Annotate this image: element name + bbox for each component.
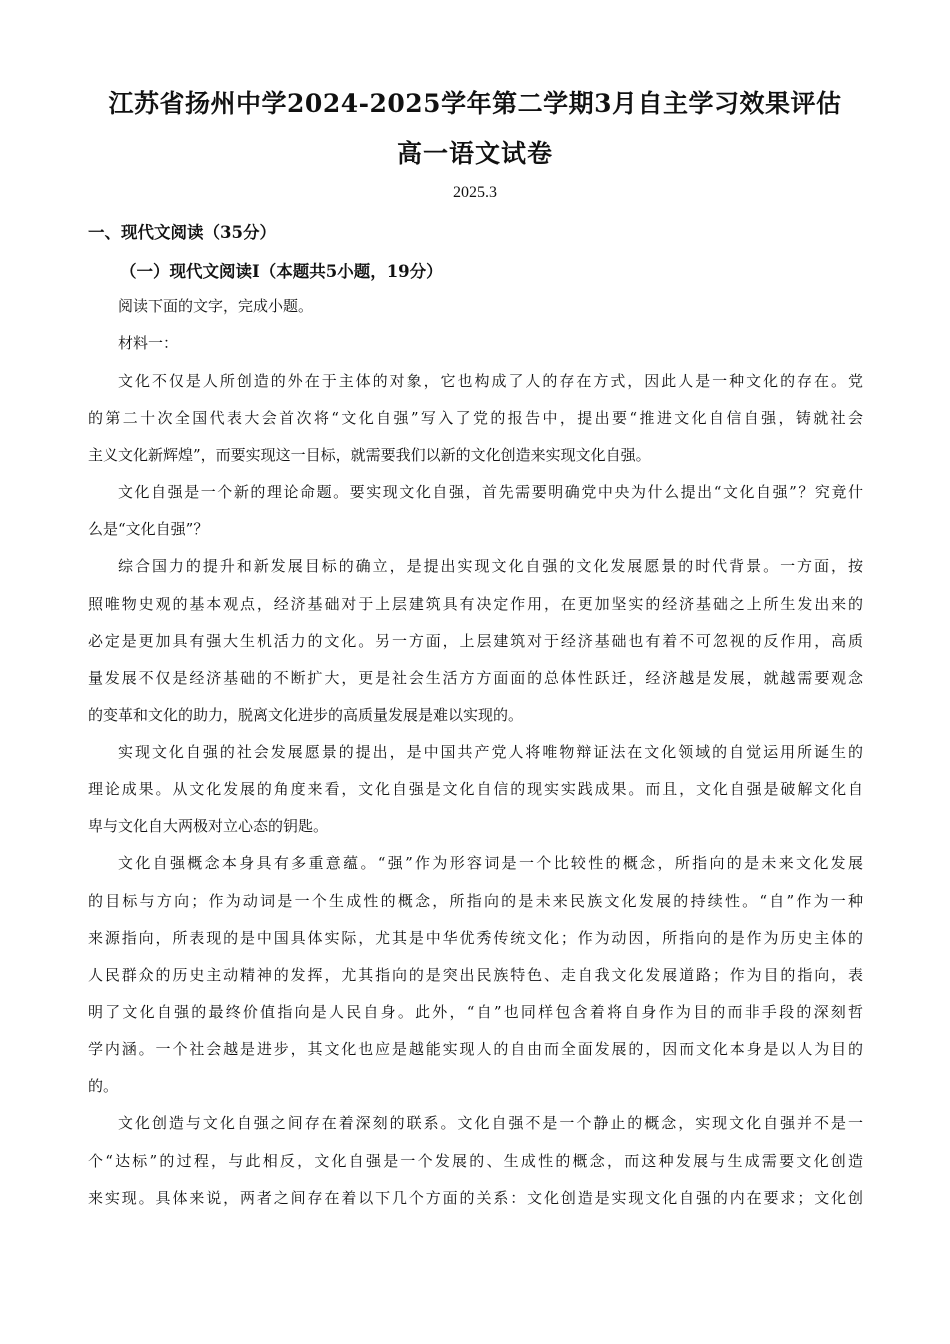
body-line: 照唯物史观的基本观点，经济基础对于上层建筑具有决定作用，在更加坚实的经济基础之上所生发出来的 [88,595,863,613]
exam-subtitle: 高一语文试卷 [396,139,553,168]
section-heading: 一、现代文阅读（35分） [88,223,276,242]
body-line: 明了文化自强的最终价值指向是人民自身。此外，“自”也同样包含着将自身作为目的而非手段的深刻哲 [88,1003,863,1021]
body-line: 量发展不仅是经济基础的不断扩大，更是社会生活方方面面的总体性跃迁，经济越是发展，就越需要观念 [88,669,863,687]
body-line: 人民群众的历史主动精神的发挥，尤其指向的是突出民族特色、走自我文化发展道路；作为目的指向，表 [88,966,863,984]
body-line: 必定是更加具有强大生机活力的文化。另一方面，上层建筑对于经济基础也有着不可忽视的反作用，高质 [88,632,863,650]
body-line: 学内涵。一个社会越是进步，其文化也应是越能实现人的自由而全面发展的，因而文化本身是以人为目的 [88,1040,863,1058]
body-line: 来源指向，所表现的是中国具体实际，尤其是中华优秀传统文化；作为动因，所指向的是作为历史主体的 [88,929,863,947]
body-line: 的目标与方向；作为动词是一个生成性的概念，所指向的是未来民族文化发展的持续性。“自”作为一种 [88,892,863,910]
body-line: 来实现。具体来说，两者之间存在着以下几个方面的关系：文化创造是实现文化自强的内在要求；文化创 [88,1189,863,1207]
body-line: 的第二十次全国代表大会首次将“文化自强”写入了党的报告中，提出要“推进文化自信自强，铸就社会 [88,409,863,427]
exam-title: 江苏省扬州中学2024-2025学年第二学期3月自主学习效果评估 [108,89,842,118]
body-line: 的。 [88,1077,119,1095]
body-line: 么是“文化自强”？ [88,520,209,538]
body-line: 文化创造与文化自强之间存在着深刻的联系。文化自强不是一个静止的概念，实现文化自强并不是一 [118,1114,863,1132]
subsection-heading: （一）现代文阅读Ⅰ（本题共5小题，19分） [120,262,443,281]
material-label: 材料一： [118,334,179,352]
body-line: 文化自强是一个新的理论命题。要实现文化自强，首先需要明确党中央为什么提出“文化自强”？究竟什 [118,483,863,501]
body-line: 卑与文化自大两极对立心态的钥匙。 [88,817,329,835]
body-line: 理论成果。从文化发展的角度来看，文化自强是文化自信的现实实践成果。而且，文化自强是破解文化自 [88,780,863,798]
body-line: 主义文化新辉煌”，而要实现这一目标，就需要我们以新的文化创造来实现文化自强。 [88,446,651,464]
body-line: 文化自强概念本身具有多重意蕴。“强”作为形容词是一个比较性的概念，所指向的是未来文化发展 [118,854,863,872]
reading-instruction: 阅读下面的文字，完成小题。 [118,297,314,315]
body-line: 个“达标”的过程，与此相反，文化自强是一个发展的、生成性的概念，而这种发展与生成需要文化创造 [88,1152,863,1170]
exam-date: 2025.3 [453,184,497,201]
body-line: 实现文化自强的社会发展愿景的提出，是中国共产党人将唯物辩证法在文化领域的自觉运用所诞生的 [118,743,863,761]
body-line: 综合国力的提升和新发展目标的确立，是提出实现文化自强的文化发展愿景的时代背景。一方面，按 [118,557,863,575]
body-line: 文化不仅是人所创造的外在于主体的对象，它也构成了人的存在方式，因此人是一种文化的存在。党 [118,372,863,390]
body-line: 的变革和文化的助力，脱离文化进步的高质量发展是难以实现的。 [88,706,524,724]
